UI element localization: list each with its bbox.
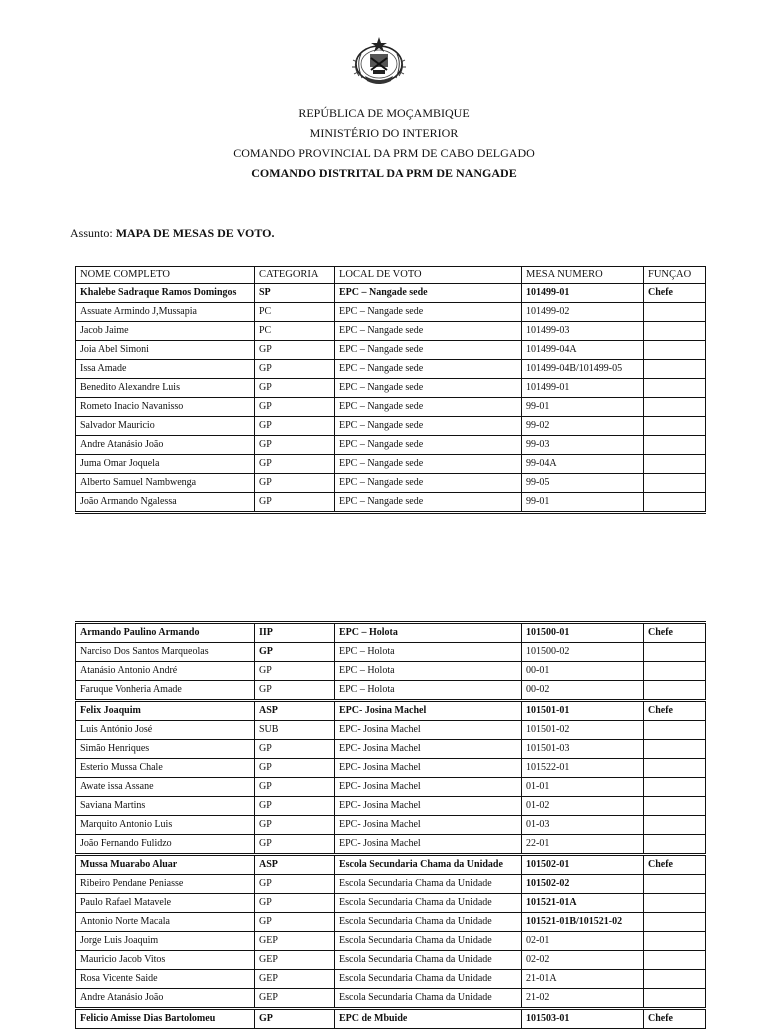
cell-category: GP <box>255 797 335 816</box>
cell-category: ASP <box>255 855 335 875</box>
cell-local: Escola Secundaria Chama da Unidade <box>335 951 522 970</box>
cell-category: GP <box>255 875 335 894</box>
table-row <box>76 778 706 797</box>
table-header-row <box>76 267 706 284</box>
cell-name: Awate issa Assane <box>76 778 255 797</box>
table-row <box>76 989 706 1009</box>
cell-function <box>644 643 706 662</box>
cell-function <box>644 816 706 835</box>
table-row <box>76 436 706 455</box>
cell-mesa: 99-01 <box>522 493 644 513</box>
cell-mesa: 99-01 <box>522 398 644 417</box>
cell-category: IIP <box>255 623 335 643</box>
cell-name: João Armando Ngalessa <box>76 493 255 513</box>
cell-mesa: 22-01 <box>522 835 644 855</box>
cell-local: EPC- Josina Machel <box>335 701 522 721</box>
cell-function <box>644 970 706 989</box>
cell-local: Escola Secundaria Chama da Unidade <box>335 932 522 951</box>
cell-category: GP <box>255 398 335 417</box>
table-row <box>76 455 706 474</box>
cell-category: GP <box>255 379 335 398</box>
cell-local: EPC- Josina Machel <box>335 835 522 855</box>
cell-mesa: 101500-02 <box>522 643 644 662</box>
cell-category: GP <box>255 474 335 493</box>
cell-function <box>644 835 706 855</box>
subject-line <box>70 226 274 241</box>
cell-function <box>644 379 706 398</box>
cell-category: SUB <box>255 721 335 740</box>
cell-name: Luis António José <box>76 721 255 740</box>
cell-function <box>644 951 706 970</box>
table-row <box>76 970 706 989</box>
cell-mesa: 02-01 <box>522 932 644 951</box>
table-row <box>76 875 706 894</box>
cell-local: EPC – Nangade sede <box>335 379 522 398</box>
table-row <box>76 855 706 875</box>
cell-name: Felix Joaquim <box>76 701 255 721</box>
cell-local: EPC – Nangade sede <box>335 455 522 474</box>
cell-category: GP <box>255 1009 335 1029</box>
cell-mesa: 101499-03 <box>522 322 644 341</box>
cell-local: Escola Secundaria Chama da Unidade <box>335 913 522 932</box>
cell-mesa: 00-02 <box>522 681 644 701</box>
table-row <box>76 322 706 341</box>
column-header-name: NOME COMPLETO <box>76 267 255 284</box>
cell-local: EPC – Nangade sede <box>335 493 522 513</box>
cell-local: EPC – Nangade sede <box>335 436 522 455</box>
cell-function <box>644 662 706 681</box>
cell-mesa: 21-02 <box>522 989 644 1009</box>
cell-category: GP <box>255 455 335 474</box>
cell-mesa: 01-01 <box>522 778 644 797</box>
cell-mesa: 101501-03 <box>522 740 644 759</box>
cell-category: GP <box>255 894 335 913</box>
cell-function: Chefe <box>644 284 706 303</box>
cell-category: GP <box>255 681 335 701</box>
cell-mesa: 101499-01 <box>522 379 644 398</box>
column-header-category: CATEGORIA <box>255 267 335 284</box>
cell-function <box>644 740 706 759</box>
cell-function <box>644 360 706 379</box>
subject-text: MAPA DE MESAS DE VOTO. <box>115 226 275 240</box>
cell-local: EPC- Josina Machel <box>335 759 522 778</box>
table-row <box>76 379 706 398</box>
cell-local: EPC – Holota <box>335 623 522 643</box>
cell-name: Faruque Vonheria Amade <box>76 681 255 701</box>
cell-function <box>644 759 706 778</box>
table-row <box>76 643 706 662</box>
cell-local: EPC – Nangade sede <box>335 303 522 322</box>
cell-name: Andre Atanásio João <box>76 989 255 1009</box>
table-row <box>76 701 706 721</box>
cell-mesa: 21-01A <box>522 970 644 989</box>
cell-mesa: 01-02 <box>522 797 644 816</box>
cell-function <box>644 436 706 455</box>
table-row <box>76 1009 706 1029</box>
cell-name: Rometo Inacio Navanisso <box>76 398 255 417</box>
table-row <box>76 681 706 701</box>
cell-function <box>644 322 706 341</box>
national-emblem <box>351 34 407 88</box>
cell-local: Escola Secundaria Chama da Unidade <box>335 894 522 913</box>
cell-mesa: 101499-02 <box>522 303 644 322</box>
subject-label: Assunto: <box>70 226 113 240</box>
cell-name: João Fernando Fulidzo <box>76 835 255 855</box>
cell-name: Armando Paulino Armando <box>76 623 255 643</box>
cell-function <box>644 721 706 740</box>
cell-function <box>644 875 706 894</box>
cell-mesa: 101501-01 <box>522 701 644 721</box>
cell-mesa: 01-03 <box>522 816 644 835</box>
cell-mesa: 101521-01B/101521-02 <box>522 913 644 932</box>
table-row <box>76 303 706 322</box>
cell-function: Chefe <box>644 1009 706 1029</box>
cell-function <box>644 778 706 797</box>
table-row <box>76 284 706 303</box>
table-row <box>76 894 706 913</box>
cell-category: SP <box>255 284 335 303</box>
cell-category: GEP <box>255 951 335 970</box>
cell-name: Marquito Antonio Luis <box>76 816 255 835</box>
cell-local: EPC – Nangade sede <box>335 322 522 341</box>
cell-name: Mauricio Jacob Vitos <box>76 951 255 970</box>
cell-name: Atanásio Antonio André <box>76 662 255 681</box>
table-row <box>76 398 706 417</box>
cell-local: EPC – Nangade sede <box>335 398 522 417</box>
cell-mesa: 101500-01 <box>522 623 644 643</box>
cell-mesa: 99-04A <box>522 455 644 474</box>
cell-category: GP <box>255 493 335 513</box>
cell-category: GP <box>255 360 335 379</box>
cell-mesa: 99-05 <box>522 474 644 493</box>
cell-category: GP <box>255 740 335 759</box>
cell-category: GP <box>255 643 335 662</box>
cell-category: GP <box>255 662 335 681</box>
cell-category: GEP <box>255 970 335 989</box>
cell-category: GP <box>255 778 335 797</box>
voting-table-1 <box>75 266 706 514</box>
cell-function <box>644 474 706 493</box>
cell-local: Escola Secundaria Chama da Unidade <box>335 855 522 875</box>
cell-local: Escola Secundaria Chama da Unidade <box>335 989 522 1009</box>
cell-mesa: 101521-01A <box>522 894 644 913</box>
cell-category: PC <box>255 303 335 322</box>
cell-name: Simão Henriques <box>76 740 255 759</box>
header-provincial-command: COMANDO PROVINCIAL DA PRM DE CABO DELGADO <box>233 146 535 160</box>
cell-function <box>644 932 706 951</box>
cell-function: Chefe <box>644 855 706 875</box>
cell-function <box>644 341 706 360</box>
cell-name: Paulo Rafael Matavele <box>76 894 255 913</box>
cell-category: GP <box>255 835 335 855</box>
table-row <box>76 932 706 951</box>
cell-local: EPC- Josina Machel <box>335 816 522 835</box>
cell-name: Esterio Mussa Chale <box>76 759 255 778</box>
cell-category: GEP <box>255 989 335 1009</box>
cell-function <box>644 797 706 816</box>
voting-table-2 <box>75 621 706 1029</box>
table-row <box>76 662 706 681</box>
cell-local: EPC de Mbuide <box>335 1009 522 1029</box>
table-row <box>76 913 706 932</box>
cell-category: ASP <box>255 701 335 721</box>
cell-category: GP <box>255 816 335 835</box>
cell-function <box>644 681 706 701</box>
table-row <box>76 797 706 816</box>
table-row <box>76 341 706 360</box>
cell-function <box>644 417 706 436</box>
cell-category: GP <box>255 913 335 932</box>
cell-name: Alberto Samuel Nambwenga <box>76 474 255 493</box>
column-header-mesa: MESA NUMERO <box>522 267 644 284</box>
cell-name: Khalebe Sadraque Ramos Domingos <box>76 284 255 303</box>
cell-function <box>644 913 706 932</box>
cell-category: GP <box>255 341 335 360</box>
cell-name: Narciso Dos Santos Marqueolas <box>76 643 255 662</box>
cell-name: Benedito Alexandre Luis <box>76 379 255 398</box>
header-ministry: MINISTÉRIO DO INTERIOR <box>309 126 459 140</box>
cell-local: EPC- Josina Machel <box>335 778 522 797</box>
cell-local: EPC – Nangade sede <box>335 284 522 303</box>
cell-function: Chefe <box>644 623 706 643</box>
cell-mesa: 101499-01 <box>522 284 644 303</box>
cell-mesa: 101502-02 <box>522 875 644 894</box>
table-row <box>76 835 706 855</box>
cell-local: EPC- Josina Machel <box>335 721 522 740</box>
header-country: REPÚBLICA DE MOÇAMBIQUE <box>298 106 470 120</box>
cell-category: GP <box>255 759 335 778</box>
cell-mesa: 99-02 <box>522 417 644 436</box>
cell-category: GP <box>255 436 335 455</box>
cell-local: EPC – Holota <box>335 643 522 662</box>
cell-mesa: 00-01 <box>522 662 644 681</box>
cell-mesa: 101499-04A <box>522 341 644 360</box>
header-district-command: COMANDO DISTRITAL DA PRM DE NANGADE <box>251 166 517 180</box>
cell-name: Jacob Jaime <box>76 322 255 341</box>
cell-function <box>644 455 706 474</box>
table-row <box>76 417 706 436</box>
cell-function <box>644 398 706 417</box>
table-row <box>76 740 706 759</box>
cell-name: Andre Atanásio João <box>76 436 255 455</box>
cell-name: Mussa Muarabo Aluar <box>76 855 255 875</box>
table-row <box>76 493 706 513</box>
cell-name: Saviana Martins <box>76 797 255 816</box>
cell-mesa: 101501-02 <box>522 721 644 740</box>
table-row <box>76 816 706 835</box>
cell-function <box>644 493 706 513</box>
cell-local: EPC – Nangade sede <box>335 474 522 493</box>
cell-function <box>644 303 706 322</box>
cell-category: GP <box>255 417 335 436</box>
cell-local: EPC – Nangade sede <box>335 417 522 436</box>
cell-mesa: 101503-01 <box>522 1009 644 1029</box>
table-row <box>76 474 706 493</box>
cell-mesa: 99-03 <box>522 436 644 455</box>
table-row <box>76 759 706 778</box>
cell-local: Escola Secundaria Chama da Unidade <box>335 970 522 989</box>
cell-local: EPC – Holota <box>335 681 522 701</box>
cell-local: EPC – Holota <box>335 662 522 681</box>
table-row <box>76 721 706 740</box>
cell-name: Juma Omar Joquela <box>76 455 255 474</box>
cell-local: Escola Secundaria Chama da Unidade <box>335 875 522 894</box>
cell-name: Felicio Amisse Dias Bartolomeu <box>76 1009 255 1029</box>
cell-category: GEP <box>255 932 335 951</box>
cell-mesa: 101522-01 <box>522 759 644 778</box>
cell-local: EPC – Nangade sede <box>335 360 522 379</box>
column-header-local: LOCAL DE VOTO <box>335 267 522 284</box>
cell-local: EPC- Josina Machel <box>335 740 522 759</box>
column-header-function: FUNÇAO <box>644 267 706 284</box>
cell-function: Chefe <box>644 701 706 721</box>
cell-mesa: 02-02 <box>522 951 644 970</box>
table-row <box>76 360 706 379</box>
cell-mesa: 101502-01 <box>522 855 644 875</box>
table-row <box>76 623 706 643</box>
cell-name: Issa Amade <box>76 360 255 379</box>
cell-name: Antonio Norte Macala <box>76 913 255 932</box>
table-row <box>76 951 706 970</box>
cell-name: Joia Abel Simoni <box>76 341 255 360</box>
cell-function <box>644 894 706 913</box>
cell-mesa: 101499-04B/101499-05 <box>522 360 644 379</box>
cell-function <box>644 989 706 1009</box>
cell-name: Assuate Armindo J,Mussapia <box>76 303 255 322</box>
cell-name: Ribeiro Pendane Peniasse <box>76 875 255 894</box>
cell-category: PC <box>255 322 335 341</box>
cell-name: Rosa Vicente Saide <box>76 970 255 989</box>
cell-name: Jorge Luis Joaquim <box>76 932 255 951</box>
cell-local: EPC- Josina Machel <box>335 797 522 816</box>
cell-name: Salvador Mauricio <box>76 417 255 436</box>
cell-local: EPC – Nangade sede <box>335 341 522 360</box>
